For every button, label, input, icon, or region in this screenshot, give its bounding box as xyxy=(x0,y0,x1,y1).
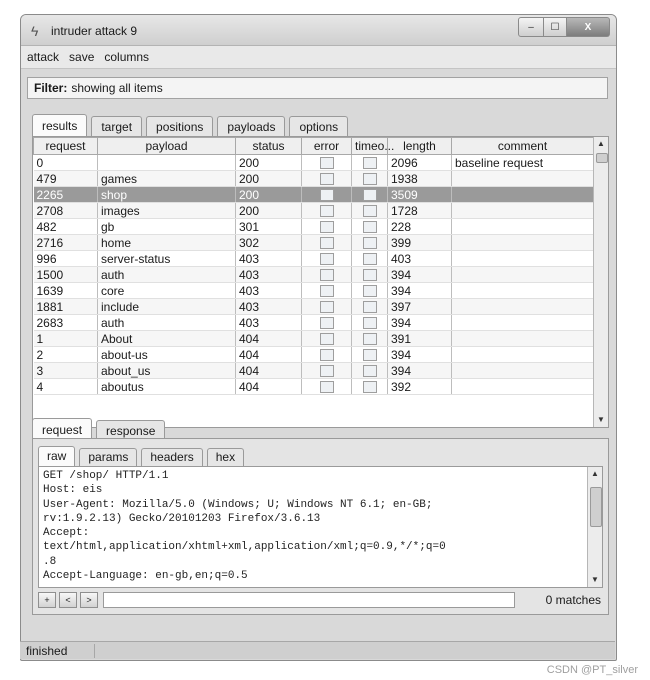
search-previous-button[interactable]: < xyxy=(59,592,77,608)
tab-results[interactable]: results xyxy=(32,114,87,137)
error-checkbox xyxy=(320,189,334,201)
payload-cell: home xyxy=(98,235,236,251)
scroll-up-icon[interactable]: ▲ xyxy=(597,139,605,148)
timeout-cell xyxy=(352,267,388,283)
length-cell: 403 xyxy=(388,251,452,267)
error-cell xyxy=(302,283,352,299)
timeout-cell xyxy=(352,235,388,251)
window-controls xyxy=(518,17,610,37)
timeout-checkbox xyxy=(363,285,377,297)
status-text: finished xyxy=(26,644,95,658)
error-checkbox xyxy=(320,317,334,329)
timeout-checkbox xyxy=(363,269,377,281)
main-tabs xyxy=(32,114,352,137)
comment-cell xyxy=(452,251,594,267)
error-checkbox xyxy=(320,173,334,185)
request-line: Accept: xyxy=(43,527,90,540)
match-count: 0 matches xyxy=(545,593,601,607)
length-cell: 1728 xyxy=(388,203,452,219)
table-row[interactable] xyxy=(34,347,594,363)
comment-cell xyxy=(452,203,594,219)
error-cell xyxy=(302,171,352,187)
error-checkbox xyxy=(320,349,334,361)
column-header-length[interactable]: length xyxy=(388,138,452,155)
timeout-cell xyxy=(352,347,388,363)
comment-cell xyxy=(452,379,594,395)
timeout-checkbox xyxy=(363,301,377,313)
payload-cell: auth xyxy=(98,267,236,283)
timeout-cell xyxy=(352,219,388,235)
length-cell: 394 xyxy=(388,347,452,363)
scroll-down-icon[interactable]: ▼ xyxy=(591,575,599,584)
comment-cell xyxy=(452,219,594,235)
menu-attack[interactable]: attack xyxy=(27,50,60,64)
error-cell xyxy=(302,315,352,331)
payload-cell: games xyxy=(98,171,236,187)
error-checkbox xyxy=(320,237,334,249)
column-header-request[interactable]: request xyxy=(34,138,98,155)
request-line: .8 xyxy=(43,555,57,568)
length-cell: 1938 xyxy=(388,171,452,187)
tab-response[interactable]: response xyxy=(96,420,165,441)
status-cell: 200 xyxy=(236,203,302,219)
error-checkbox xyxy=(320,301,334,313)
status-cell: 200 xyxy=(236,171,302,187)
table-row[interactable] xyxy=(34,267,594,283)
error-checkbox xyxy=(320,333,334,345)
tab-options[interactable]: options xyxy=(289,116,348,137)
comment-cell xyxy=(452,315,594,331)
comment-cell xyxy=(452,299,594,315)
request-cell: 2265 xyxy=(34,187,98,203)
request-cell: 2 xyxy=(34,347,98,363)
timeout-cell xyxy=(352,171,388,187)
request-cell: 4 xyxy=(34,379,98,395)
comment-cell: baseline request xyxy=(452,155,594,171)
request-cell: 1 xyxy=(34,331,98,347)
error-checkbox xyxy=(320,157,334,169)
length-cell: 394 xyxy=(388,315,452,331)
payload-cell: include xyxy=(98,299,236,315)
tab-headers[interactable]: headers xyxy=(141,448,202,466)
timeout-cell xyxy=(352,363,388,379)
request-cell: 0 xyxy=(34,155,98,171)
comment-cell xyxy=(452,347,594,363)
results-scrollbar[interactable] xyxy=(593,137,608,427)
error-checkbox xyxy=(320,381,334,393)
error-cell xyxy=(302,219,352,235)
table-row[interactable] xyxy=(34,363,594,379)
minimize-button[interactable]: ‒ xyxy=(518,17,544,37)
length-cell: 397 xyxy=(388,299,452,315)
request-cell: 2683 xyxy=(34,315,98,331)
request-text-area[interactable] xyxy=(38,466,603,588)
timeout-checkbox xyxy=(363,205,377,217)
app-icon: ϟ xyxy=(31,23,39,39)
tab-raw[interactable]: raw xyxy=(38,446,75,466)
length-cell: 394 xyxy=(388,267,452,283)
error-cell xyxy=(302,155,352,171)
search-plus-button[interactable]: + xyxy=(38,592,56,608)
error-cell xyxy=(302,203,352,219)
watermark: CSDN @PT_silver xyxy=(546,664,638,676)
request-scrollbar[interactable] xyxy=(587,467,602,587)
length-cell: 399 xyxy=(388,235,452,251)
request-cell: 2708 xyxy=(34,203,98,219)
payload-cell: about-us xyxy=(98,347,236,363)
error-cell xyxy=(302,379,352,395)
length-cell: 394 xyxy=(388,363,452,379)
tab-positions[interactable]: positions xyxy=(146,116,213,137)
payload-cell: images xyxy=(98,203,236,219)
filter-bar[interactable] xyxy=(27,77,608,99)
timeout-checkbox xyxy=(363,221,377,233)
timeout-checkbox xyxy=(363,381,377,393)
error-checkbox xyxy=(320,365,334,377)
comment-cell xyxy=(452,187,594,203)
timeout-checkbox xyxy=(363,317,377,329)
column-header-error[interactable]: error xyxy=(302,138,352,155)
table-row[interactable] xyxy=(34,315,594,331)
tab-target[interactable]: target xyxy=(91,116,142,137)
scroll-thumb[interactable] xyxy=(596,153,608,163)
table-row[interactable] xyxy=(34,235,594,251)
payload-cell: auth xyxy=(98,315,236,331)
table-row[interactable] xyxy=(34,219,594,235)
length-cell: 2096 xyxy=(388,155,452,171)
status-cell: 403 xyxy=(236,315,302,331)
timeout-checkbox xyxy=(363,237,377,249)
timeout-cell xyxy=(352,315,388,331)
column-header-payload[interactable]: payload xyxy=(98,138,236,155)
search-row xyxy=(38,590,601,610)
table-row[interactable] xyxy=(34,283,594,299)
timeout-checkbox xyxy=(363,157,377,169)
request-line: Host: eis xyxy=(43,484,103,497)
message-view-tabs xyxy=(38,446,248,466)
payload-cell: server-status xyxy=(98,251,236,267)
status-cell: 403 xyxy=(236,251,302,267)
timeout-cell xyxy=(352,187,388,203)
error-cell xyxy=(302,299,352,315)
error-checkbox xyxy=(320,205,334,217)
request-cell: 1881 xyxy=(34,299,98,315)
title-bar xyxy=(21,15,616,46)
error-cell xyxy=(302,363,352,379)
request-cell: 3 xyxy=(34,363,98,379)
error-checkbox xyxy=(320,285,334,297)
status-bar xyxy=(20,641,615,659)
payload-cell: About xyxy=(98,331,236,347)
request-line: text/html,application/xhtml+xml,application/xml;q=0.9,*/*;q=0 xyxy=(43,541,446,554)
length-cell: 394 xyxy=(388,283,452,299)
window-title: intruder attack 9 xyxy=(51,24,138,38)
status-cell: 404 xyxy=(236,331,302,347)
status-cell: 302 xyxy=(236,235,302,251)
results-panel xyxy=(32,136,609,428)
status-cell: 200 xyxy=(236,155,302,171)
table-row[interactable] xyxy=(34,203,594,219)
status-cell: 404 xyxy=(236,347,302,363)
length-cell: 3509 xyxy=(388,187,452,203)
timeout-cell xyxy=(352,379,388,395)
timeout-cell xyxy=(352,283,388,299)
table-row[interactable] xyxy=(34,331,594,347)
status-cell: 403 xyxy=(236,283,302,299)
timeout-checkbox xyxy=(363,253,377,265)
request-line: GET /shop/ HTTP/1.1 xyxy=(43,470,169,482)
payload-cell: shop xyxy=(98,187,236,203)
length-cell: 228 xyxy=(388,219,452,235)
status-cell: 404 xyxy=(236,379,302,395)
status-cell: 404 xyxy=(236,363,302,379)
status-cell: 200 xyxy=(236,187,302,203)
request-line: User-Agent: Mozilla/5.0 (Windows; U; Windows NT 6.1; en-GB; xyxy=(43,498,433,511)
menu-save[interactable]: save xyxy=(69,50,95,64)
menu-columns[interactable]: columns xyxy=(104,50,150,64)
request-cell: 479 xyxy=(34,171,98,187)
column-header-status[interactable]: status xyxy=(236,138,302,155)
close-button[interactable]: X xyxy=(567,17,610,37)
length-cell: 392 xyxy=(388,379,452,395)
tab-hex[interactable]: hex xyxy=(207,448,244,466)
request-cell: 1500 xyxy=(34,267,98,283)
payload-cell: gb xyxy=(98,219,236,235)
comment-cell xyxy=(452,235,594,251)
filter-label: Filter: xyxy=(34,81,68,95)
scroll-thumb[interactable] xyxy=(590,487,602,527)
request-cell: 996 xyxy=(34,251,98,267)
error-cell xyxy=(302,347,352,363)
table-row[interactable] xyxy=(34,187,594,203)
error-cell xyxy=(302,187,352,203)
tab-request[interactable]: request xyxy=(32,418,92,441)
timeout-cell xyxy=(352,299,388,315)
error-cell xyxy=(302,251,352,267)
tab-params[interactable]: params xyxy=(79,448,137,466)
scroll-down-icon[interactable]: ▼ xyxy=(597,415,605,424)
payload-cell: aboutus xyxy=(98,379,236,395)
length-cell: 391 xyxy=(388,331,452,347)
comment-cell xyxy=(452,267,594,283)
menu-bar xyxy=(21,46,616,69)
error-cell xyxy=(302,267,352,283)
timeout-checkbox xyxy=(363,189,377,201)
request-line: rv:1.9.2.13) Gecko/20101203 Firefox/3.6.13 xyxy=(43,512,321,525)
search-next-button[interactable]: > xyxy=(80,592,98,608)
error-checkbox xyxy=(320,221,334,233)
table-row[interactable] xyxy=(34,171,594,187)
payload-cell: core xyxy=(98,283,236,299)
timeout-checkbox xyxy=(363,333,377,345)
table-row[interactable] xyxy=(34,251,594,267)
column-header-timeout[interactable]: timeo... xyxy=(352,138,388,155)
filter-text: showing all items xyxy=(71,81,163,95)
timeout-checkbox xyxy=(363,173,377,185)
comment-cell xyxy=(452,283,594,299)
scroll-up-icon[interactable]: ▲ xyxy=(591,469,599,478)
table-row[interactable] xyxy=(34,155,594,171)
request-line: Accept-Language: en-gb,en;q=0.5 xyxy=(43,570,248,583)
timeout-cell xyxy=(352,331,388,347)
comment-cell xyxy=(452,171,594,187)
error-cell xyxy=(302,235,352,251)
timeout-checkbox xyxy=(363,365,377,377)
maximize-button[interactable]: ☐ xyxy=(544,17,567,37)
timeout-cell xyxy=(352,155,388,171)
payload-cell xyxy=(98,155,236,171)
payload-cell: about_us xyxy=(98,363,236,379)
request-cell: 2716 xyxy=(34,235,98,251)
table-row[interactable] xyxy=(34,299,594,315)
results-table xyxy=(33,137,594,395)
tab-payloads[interactable]: payloads xyxy=(217,116,285,137)
request-cell: 1639 xyxy=(34,283,98,299)
timeout-checkbox xyxy=(363,349,377,361)
status-cell: 403 xyxy=(236,267,302,283)
comment-cell xyxy=(452,363,594,379)
column-header-comment[interactable]: comment xyxy=(452,138,594,155)
comment-cell xyxy=(452,331,594,347)
request-cell: 482 xyxy=(34,219,98,235)
error-checkbox xyxy=(320,269,334,281)
status-cell: 301 xyxy=(236,219,302,235)
error-cell xyxy=(302,331,352,347)
search-input[interactable] xyxy=(103,592,515,608)
table-row[interactable] xyxy=(34,379,594,395)
timeout-cell xyxy=(352,203,388,219)
timeout-cell xyxy=(352,251,388,267)
status-cell: 403 xyxy=(236,299,302,315)
error-checkbox xyxy=(320,253,334,265)
